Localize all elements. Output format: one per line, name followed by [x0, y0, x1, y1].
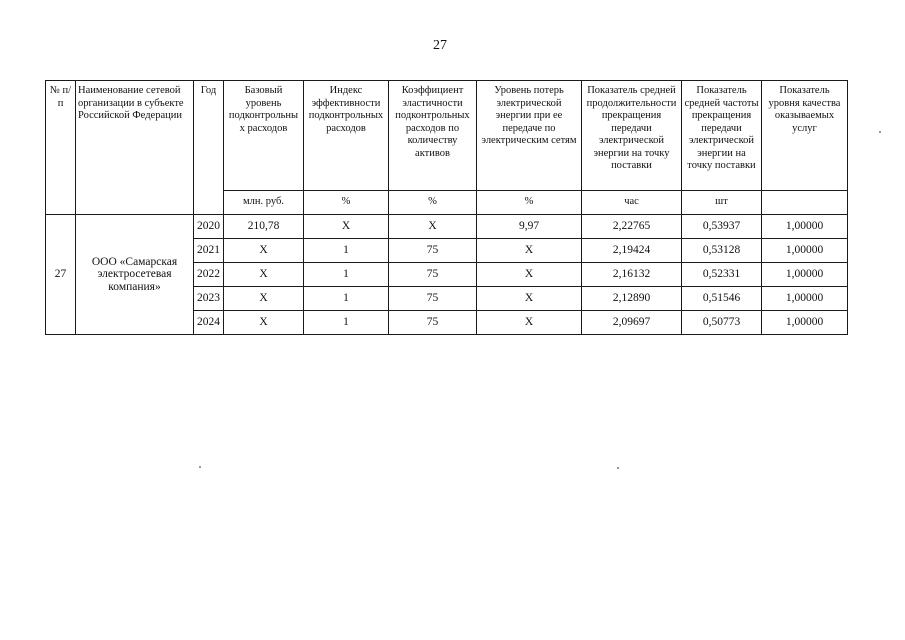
base-level-cell: X — [224, 263, 304, 287]
quality-cell: 1,00000 — [762, 239, 848, 263]
frequency-cell: 0,51546 — [682, 287, 762, 311]
efficiency-index-cell: X — [304, 215, 389, 239]
quality-cell: 1,00000 — [762, 287, 848, 311]
losses-cell: X — [477, 287, 582, 311]
year-cell: 2023 — [194, 287, 224, 311]
header-base-level: Базовый уровень подконтрольны х расходов — [224, 81, 304, 191]
quality-cell: 1,00000 — [762, 215, 848, 239]
base-level-cell: X — [224, 287, 304, 311]
losses-cell: X — [477, 239, 582, 263]
elasticity-cell: 75 — [389, 263, 477, 287]
header-organization: Наименование сетевой организации в субъекте Российской Федерации — [76, 81, 194, 215]
unit-losses: % — [477, 191, 582, 215]
elasticity-cell: 75 — [389, 287, 477, 311]
efficiency-index-cell: 1 — [304, 263, 389, 287]
losses-cell: 9,97 — [477, 215, 582, 239]
frequency-cell: 0,53128 — [682, 239, 762, 263]
elasticity-cell: 75 — [389, 239, 477, 263]
unit-base-level: млн. руб. — [224, 191, 304, 215]
unit-duration: час — [582, 191, 682, 215]
efficiency-index-cell: 1 — [304, 311, 389, 335]
elasticity-cell: X — [389, 215, 477, 239]
duration-cell: 2,19424 — [582, 239, 682, 263]
row-number-cell: 27 — [46, 215, 76, 335]
header-elasticity: Коэффициент эластичности подконтрольных расходов по количеству активов — [389, 81, 477, 191]
losses-cell: X — [477, 263, 582, 287]
base-level-cell: 210,78 — [224, 215, 304, 239]
unit-elasticity: % — [389, 191, 477, 215]
duration-cell: 2,22765 — [582, 215, 682, 239]
duration-cell: 2,09697 — [582, 311, 682, 335]
frequency-cell: 0,52331 — [682, 263, 762, 287]
scan-speck — [199, 466, 201, 468]
header-duration: Показатель средней продолжительности прекращения передачи электрической энергии на точку поставки — [582, 81, 682, 191]
scan-speck — [879, 131, 881, 133]
base-level-cell: X — [224, 311, 304, 335]
year-cell: 2022 — [194, 263, 224, 287]
scan-speck — [617, 467, 619, 469]
page-number: 27 — [433, 38, 447, 53]
unit-efficiency-index: % — [304, 191, 389, 215]
duration-cell: 2,12890 — [582, 287, 682, 311]
losses-cell: X — [477, 311, 582, 335]
header-row-number: № п/п — [46, 81, 76, 215]
unit-frequency: шт — [682, 191, 762, 215]
efficiency-index-cell: 1 — [304, 239, 389, 263]
header-frequency: Показатель средней частоты прекращения передачи электрической энергии на точку поставки — [682, 81, 762, 191]
tariff-parameters-table — [45, 80, 848, 335]
header-quality: Показатель уровня качества оказываемых услуг — [762, 81, 848, 191]
frequency-cell: 0,53937 — [682, 215, 762, 239]
year-cell: 2020 — [194, 215, 224, 239]
quality-cell: 1,00000 — [762, 311, 848, 335]
duration-cell: 2,16132 — [582, 263, 682, 287]
base-level-cell: X — [224, 239, 304, 263]
frequency-cell: 0,50773 — [682, 311, 762, 335]
header-year: Год — [194, 81, 224, 215]
header-row — [46, 81, 848, 191]
unit-quality — [762, 191, 848, 215]
header-efficiency-index: Индекс эффективности подконтрольных расходов — [304, 81, 389, 191]
organization-cell: ООО «Самарская электросетевая компания» — [76, 215, 194, 335]
header-losses: Уровень потерь электрической энергии при ее передаче по электрическим сетям — [477, 81, 582, 191]
elasticity-cell: 75 — [389, 311, 477, 335]
efficiency-index-cell: 1 — [304, 287, 389, 311]
table-row — [46, 215, 848, 239]
quality-cell: 1,00000 — [762, 263, 848, 287]
year-cell: 2024 — [194, 311, 224, 335]
year-cell: 2021 — [194, 239, 224, 263]
